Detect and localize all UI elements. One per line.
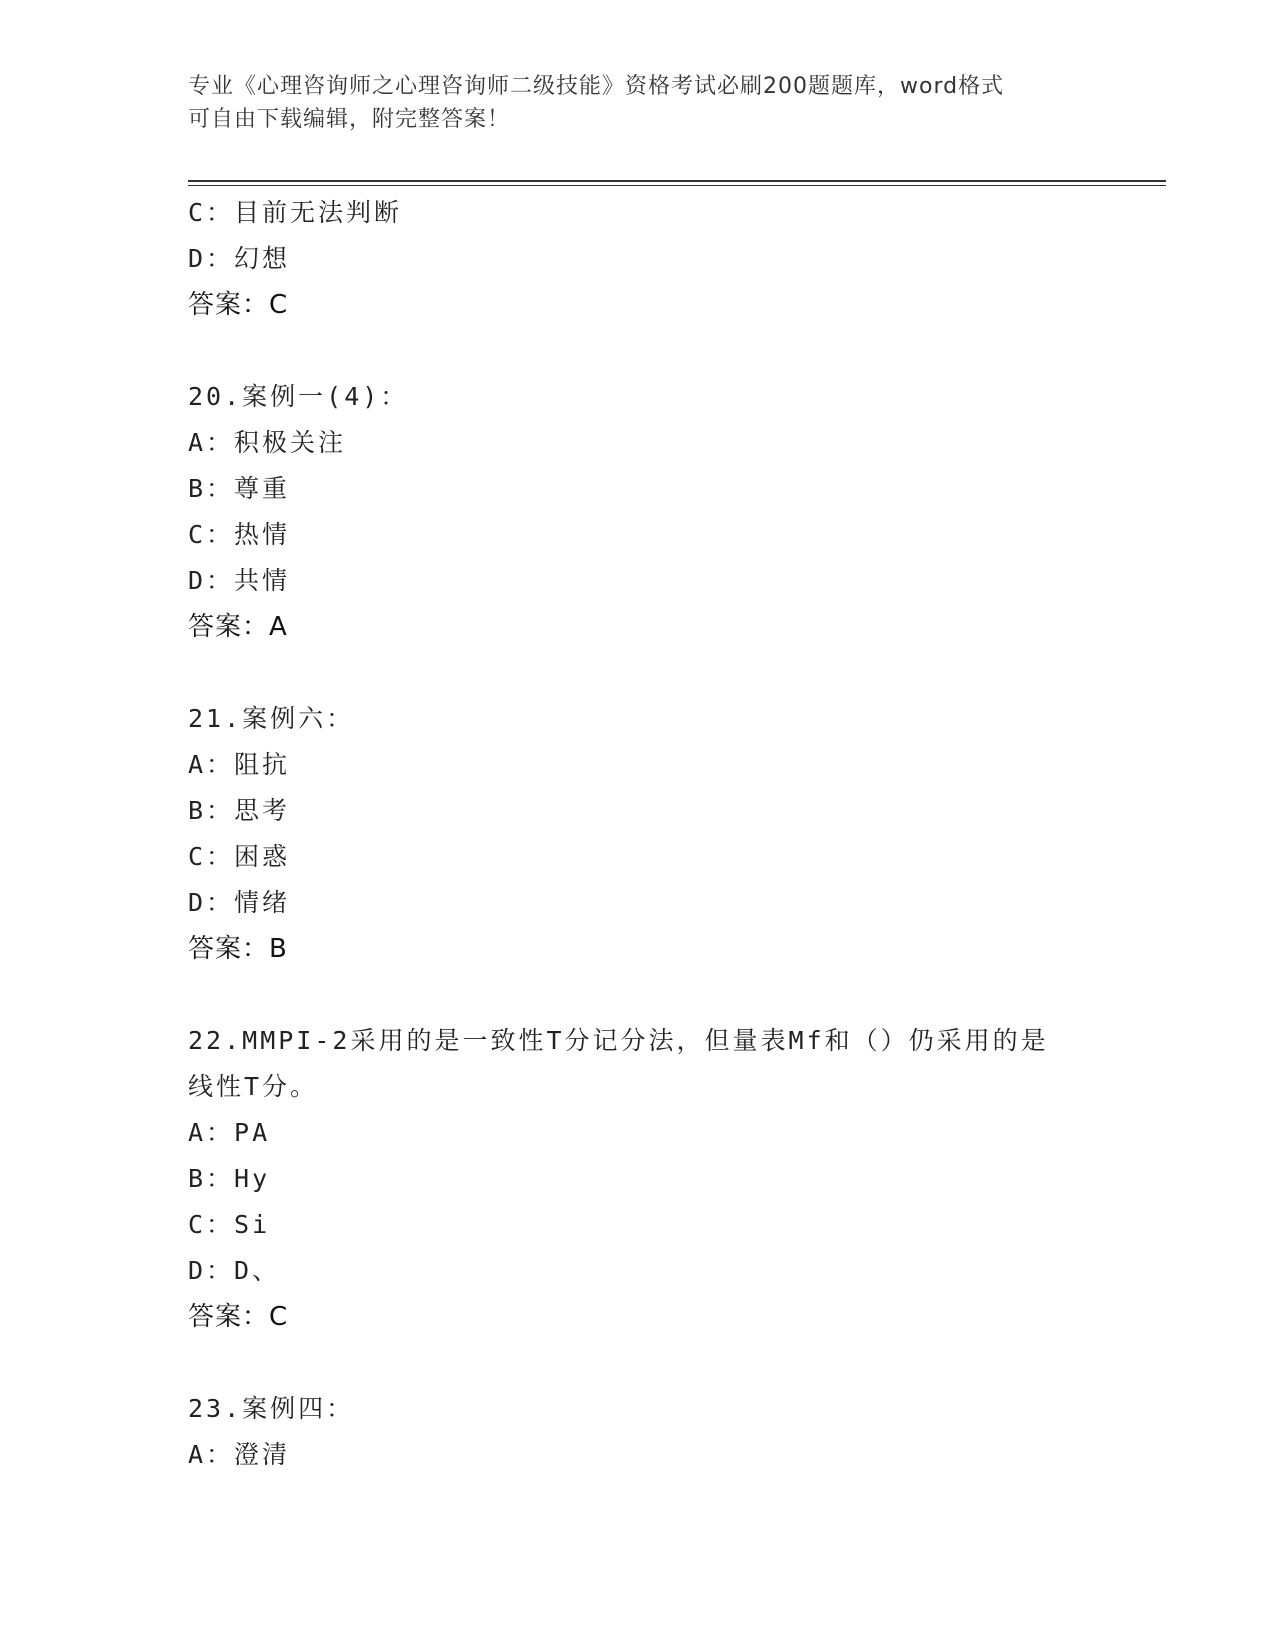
question-22-title-line-1: 22.MMPI-2采用的是一致性T分记分法，但量表Mf和（）仍采用的是	[188, 1026, 1049, 1055]
option-d: D：D、	[188, 1256, 281, 1285]
question-21-title: 21.案例六：	[188, 704, 355, 733]
option-a: A：PA	[188, 1118, 271, 1147]
option-a: A：澄清	[188, 1440, 291, 1469]
header-line-2: 可自由下载编辑，附完整答案！	[188, 107, 511, 132]
option-b: B：尊重	[188, 474, 291, 503]
answer: 答案：A	[188, 612, 288, 642]
question-22-title-line-2: 线性T分。	[188, 1072, 319, 1101]
option-c: C：Si	[188, 1210, 271, 1239]
option-d: D：情绪	[188, 888, 291, 917]
option-c: C：热情	[188, 520, 291, 549]
question-23-title: 23.案例四：	[188, 1394, 355, 1423]
option-b: B：思考	[188, 796, 291, 825]
header-divider-thin	[188, 185, 1166, 186]
answer: 答案：C	[188, 1302, 289, 1332]
answer: 答案：C	[188, 290, 289, 320]
header-line-1: 专业《心理咨询师之心理咨询师二级技能》资格考试必刷200题题库，word格式	[188, 74, 1005, 99]
header-divider	[188, 180, 1166, 182]
answer: 答案：B	[188, 934, 288, 964]
option-c: C：困惑	[188, 842, 291, 871]
question-20-title: 20.案例一(4)：	[188, 382, 409, 411]
option-b: B：Hy	[188, 1164, 271, 1193]
question-list	[188, 190, 1088, 1478]
option-c: C：目前无法判断	[188, 198, 403, 227]
option-d: D：共情	[188, 566, 291, 595]
option-a: A：阻抗	[188, 750, 291, 779]
option-a: A：积极关注	[188, 428, 347, 457]
option-d: D：幻想	[188, 244, 291, 273]
document-header	[188, 70, 1068, 136]
